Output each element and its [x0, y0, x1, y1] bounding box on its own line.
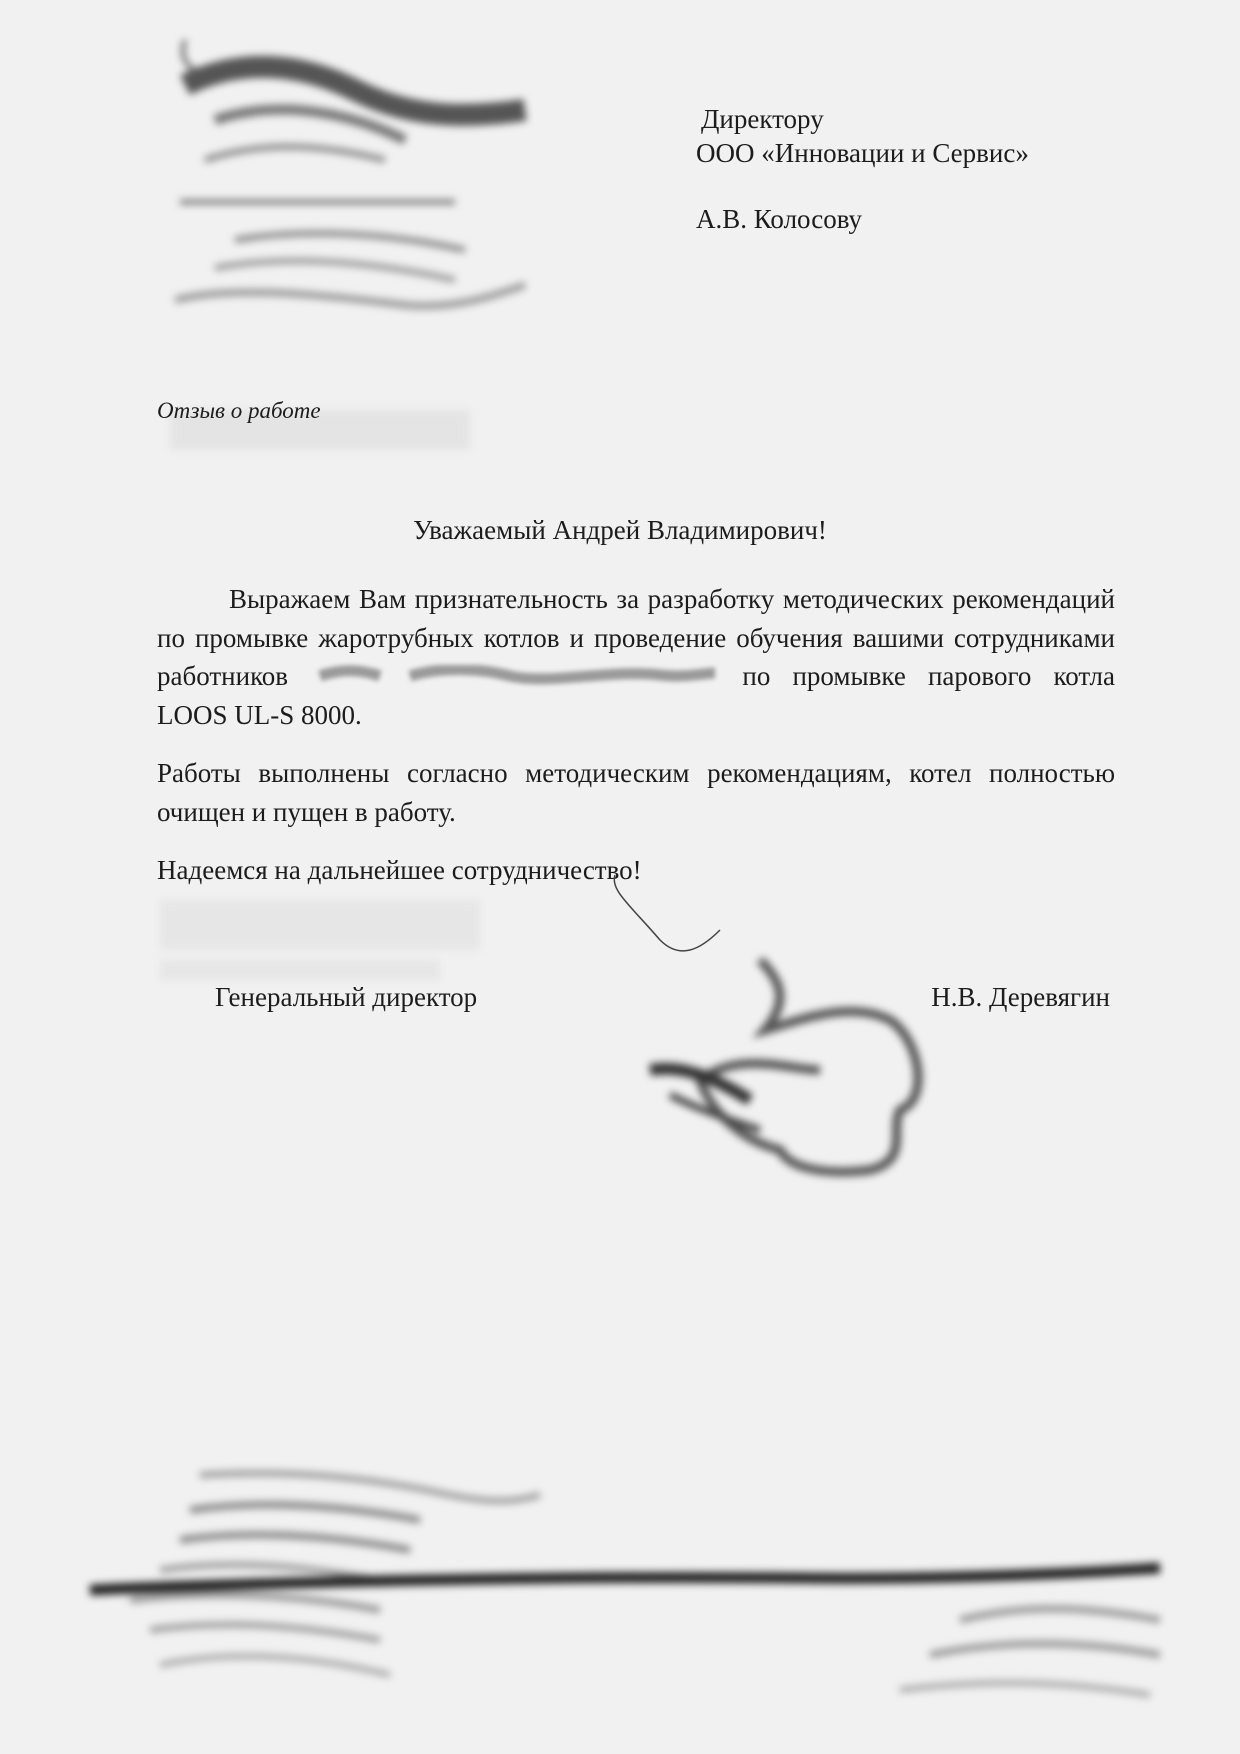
addressee-company: ООО «Инновации и Сервис» [696, 138, 1029, 168]
paragraph-1 [157, 580, 1115, 734]
letter-subject: Отзыв о работе [157, 398, 321, 423]
addressee-name: А.В. Колосову [696, 204, 863, 234]
redacted-company-name [310, 665, 720, 687]
paragraph-1-part-2: по промывке парового котла LOOS UL-S 8000. [157, 661, 1115, 730]
footer-decoration [0, 1440, 1240, 1754]
signer-position: Генеральный директор [215, 982, 478, 1012]
paragraph-1-part-1: Выражаем Вам признательность за разработку методических рекомендаций по промывке жаротрубных котлов и проведение обучения вашими сотрудниками работников [157, 584, 1115, 691]
paragraph-2: Работы выполнены согласно методическим рекомендациям, котел полностью очищен и пущен в работу. [157, 758, 1115, 827]
addressee-block [696, 102, 1029, 236]
greeting: Уважаемый Андрей Владимирович! [413, 515, 827, 545]
paragraph-3: Надеемся на дальнейшее сотрудничество! [157, 855, 642, 885]
handwritten-signature [590, 870, 1050, 1330]
letter-body [157, 580, 1115, 890]
company-logo [175, 30, 575, 320]
addressee-title: Директору [701, 104, 824, 134]
signer-name: Н.В. Деревягин [931, 982, 1110, 1012]
